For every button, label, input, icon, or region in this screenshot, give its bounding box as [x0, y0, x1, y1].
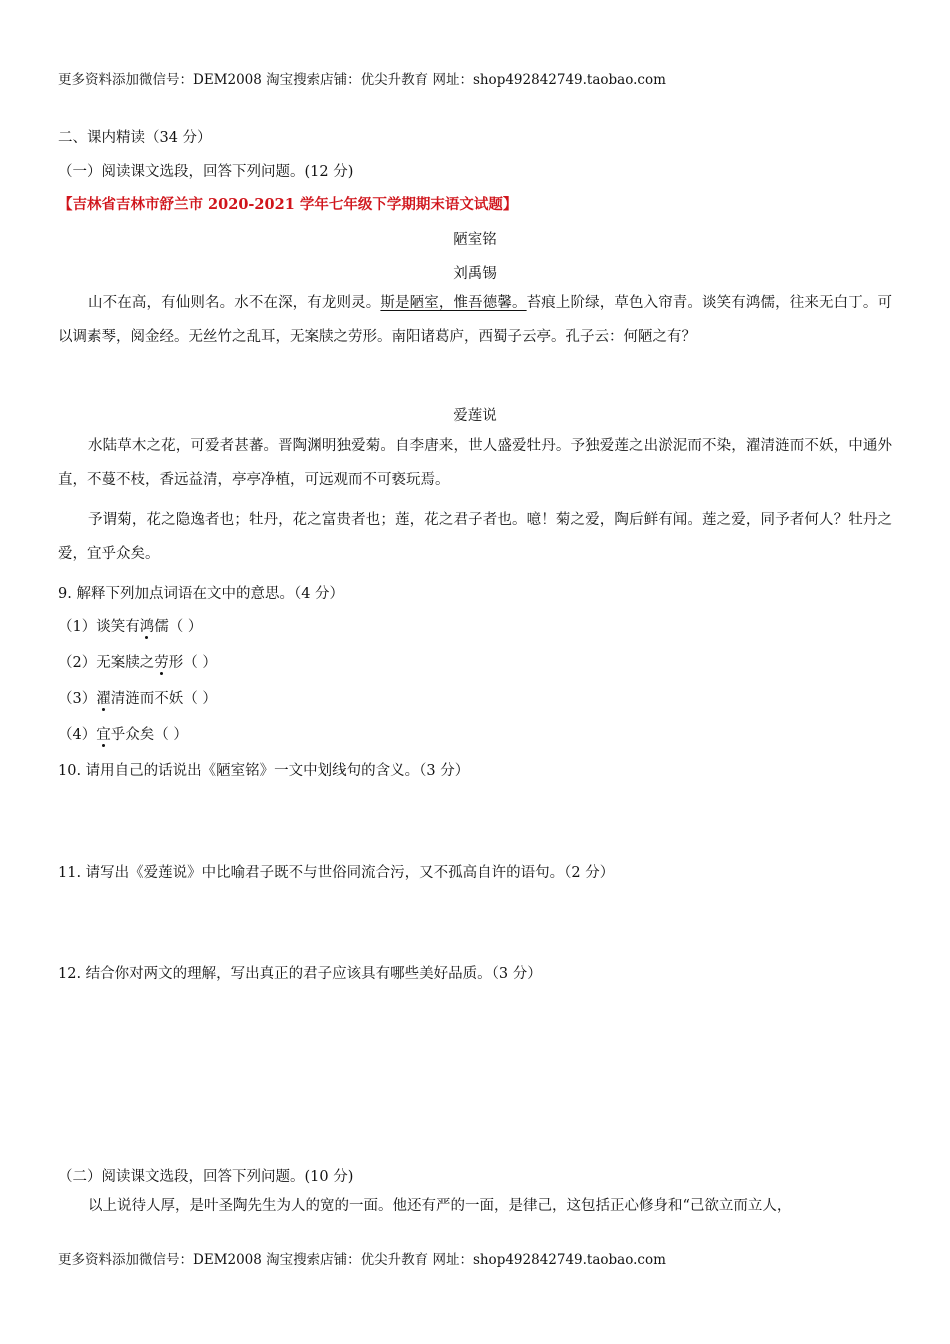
q9-item-3-post: 清涟而不妖（ ） [110, 691, 217, 707]
page-footer: 更多资料添加微信号：DEM2008 淘宝搜索店铺：优尖升教育 网址：shop492842749.taobao.com [58, 1252, 666, 1268]
q9-item-4-post: 乎众矣（ ） [110, 727, 188, 743]
q9-stem: 9. 解释下列加点词语在文中的意思。（4 分） [58, 586, 345, 602]
part1-title: （一）阅读课文选段，回答下列问题。(12 分) [58, 164, 354, 180]
poem1-author: 刘禹锡 [453, 266, 497, 282]
page-header: 更多资料添加微信号：DEM2008 淘宝搜索店铺：优尖升教育 网址：shop492842749.taobao.com [58, 72, 666, 88]
part2-title: （二）阅读课文选段，回答下列问题。(10 分) [58, 1169, 354, 1185]
q9-item-3-pre: （3） [58, 691, 97, 707]
poem1-text [58, 286, 892, 354]
part2-paragraph: 以上说待人厚，是叶圣陶先生为人的宽的一面。他还有严的一面，是律己，这包括正心修身和“己欲立而立人， [88, 1198, 792, 1214]
poem2-paragraph-1: 水陆草木之花，可爱者甚蕃。晋陶渊明独爱菊。自李唐来，世人盛爱牡丹。予独爱莲之出淤泥而不染，濯清涟而不妖，中通外直，不蔓不枝，香远益清，亭亭净植，可远观而不可亵玩焉。 [58, 438, 892, 488]
q9-item-1-pre: （1）谈笑有 [58, 619, 140, 635]
dotted-word: 劳 [154, 655, 169, 671]
poem2-paragraph-2: 予谓菊，花之隐逸者也；牡丹，花之富贵者也；莲，花之君子者也。噫！菊之爱，陶后鲜有闻。莲之爱，同予者何人？牡丹之爱，宜乎众矣。 [58, 512, 892, 562]
q9-item-3 [58, 687, 217, 708]
q11-stem: 11. 请写出《爱莲说》中比喻君子既不与世俗同流合污，又不孤高自许的语句。（2 分） [58, 865, 615, 881]
q9-item-4-pre: （4） [58, 727, 97, 743]
poem1-text-b: 苔痕上阶绿，草色入帘青。谈笑有鸿儒，往来无白丁。可以调素琴，阅金经。无丝竹之乱耳，无案牍之劳形。南阳诸葛庐，西蜀子云亭。孔子云：何陋之有？ [58, 295, 892, 345]
section-title: 二、课内精读（34 分） [58, 130, 212, 146]
q12-stem: 12. 结合你对两文的理解，写出真正的君子应该具有哪些美好品质。（3 分） [58, 966, 542, 982]
poem2-title: 爱莲说 [453, 408, 497, 424]
q9-item-2 [58, 651, 217, 672]
dotted-word: 鸿 [139, 619, 155, 635]
q9-item-4 [58, 723, 188, 744]
dotted-word: 宜 [96, 727, 111, 743]
poem1-title: 陋室铭 [453, 232, 497, 248]
poem1-text-a: 山不在高，有仙则名。水不在深，有龙则灵。 [88, 295, 381, 311]
dotted-word: 濯 [96, 691, 111, 707]
q9-item-1 [58, 615, 202, 636]
q9-item-2-pre: （2）无案牍之 [58, 655, 155, 671]
q9-item-2-post: 形（ ） [168, 655, 217, 671]
q9-item-1-post: 儒（ ） [154, 619, 203, 635]
q10-stem: 10. 请用自己的话说出《陋室铭》一文中划线句的含义。（3 分） [58, 763, 470, 779]
underlined-sentence: 斯是陋室，惟吾德馨。 [380, 295, 527, 311]
source-note: 【吉林省吉林市舒兰市 2020-2021 学年七年级下学期期末语文试题】 [58, 196, 518, 213]
